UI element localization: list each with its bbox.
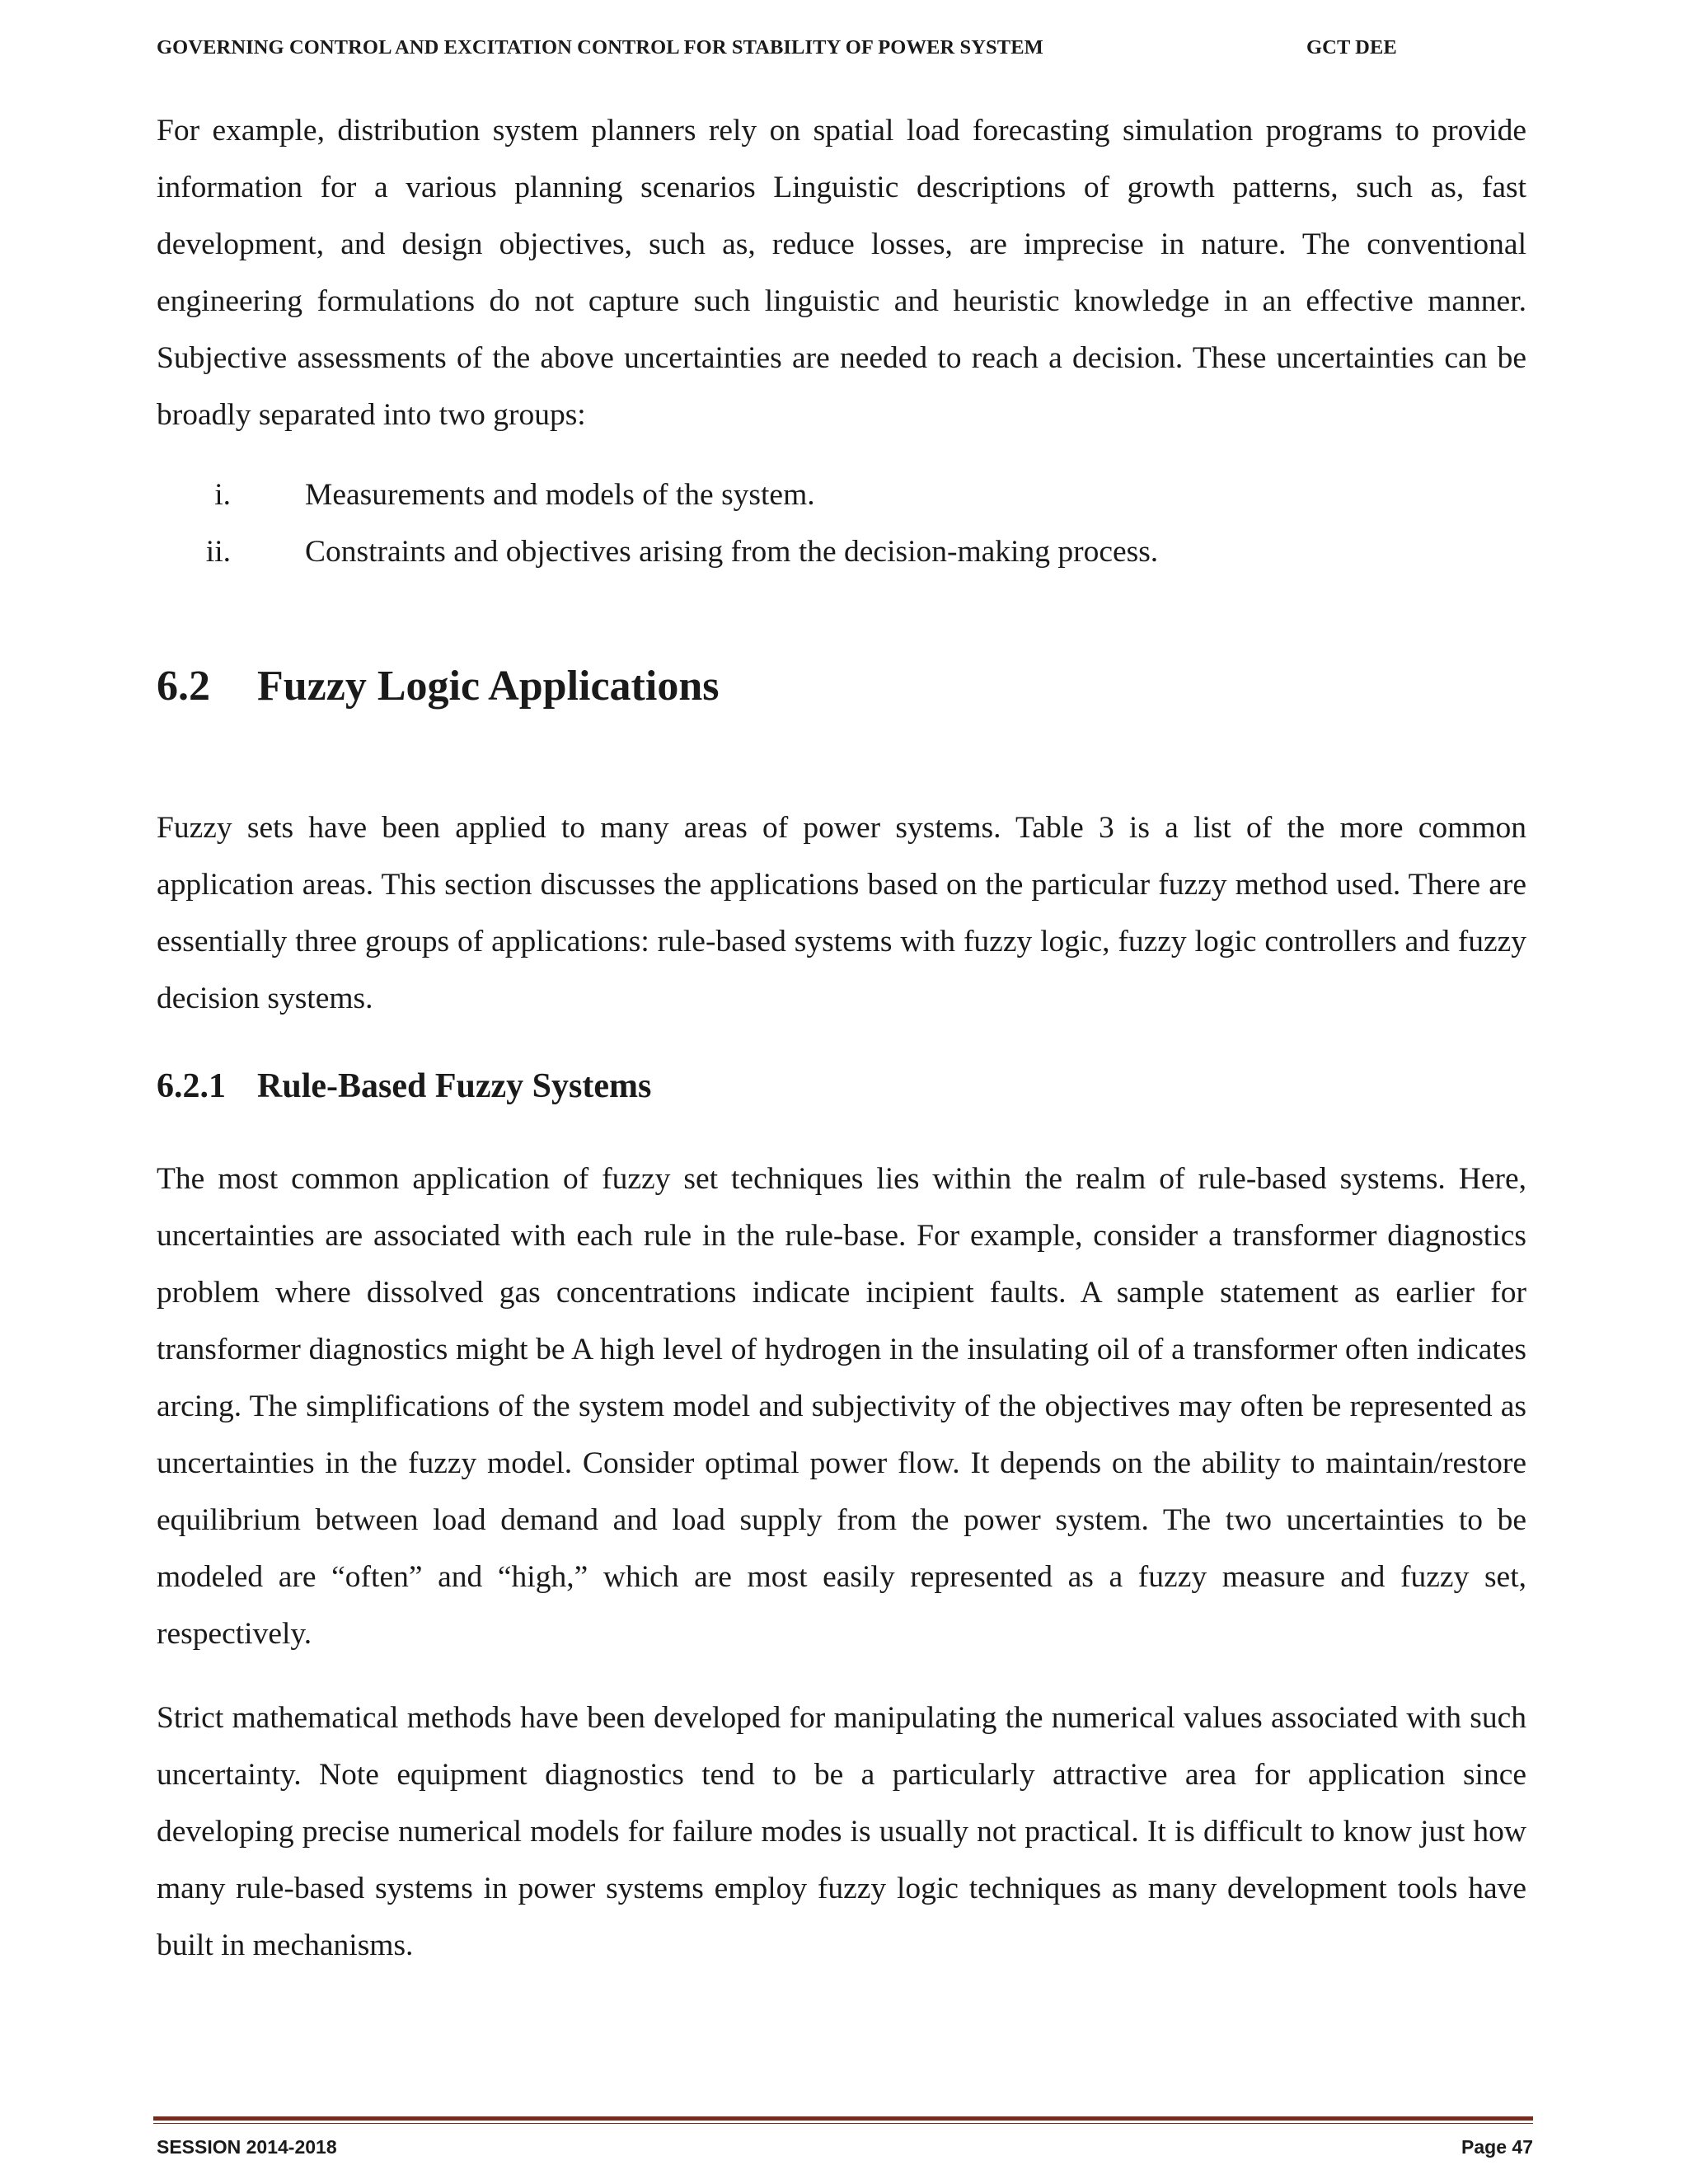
- running-header: [157, 36, 1533, 69]
- section-body: [157, 799, 1526, 1027]
- footer-rule: [153, 2116, 1533, 2124]
- list-item-number: ii.: [205, 535, 231, 569]
- header-title: GOVERNING CONTROL AND EXCITATION CONTROL FOR STABILITY OF POWER SYSTEM: [157, 36, 1043, 59]
- list-item-text: Constraints and objectives arising from the decision-making process.: [305, 535, 1159, 569]
- subsection-heading: [157, 1062, 651, 1111]
- list-item: [157, 466, 1526, 523]
- subsection-body: [157, 1151, 1526, 1662]
- subsection-paragraph-1: The most common application of fuzzy set techniques lies within the realm of rule-based systems. Here, uncertainties are associated with each rule in the rule-base. For example, consider a transformer diagnostics problem where dissolved gas concentrations indicate incipient faults. A sample statement as earlier for transformer diagnostics might be A high level of hydrogen in the insulating oil of a transformer often indicates arcing. The simplifications of the system model and subjectivity of the objectives may often be represented as uncertainties in the fuzzy model. Consider optimal power flow. It depends on the ability to maintain/restore equilibrium between load demand and load supply from the power system. The two uncertainties to be modeled are “often” and “high,” which are most easily represented as a fuzzy measure and fuzzy set, respectively.: [157, 1162, 1526, 1651]
- section-title: Fuzzy Logic Applications: [257, 663, 720, 710]
- list-item-text: Measurements and models of the system.: [305, 478, 815, 512]
- intro-paragraph: For example, distribution system planners rely on spatial load forecasting simulation programs to provide information for a various planning scenarios Linguistic descriptions of growth patterns, such as, fast development, and design objectives, such as, reduce losses, are imprecise in nature. The conventional engineering formulations do not capture such linguistic and heuristic knowledge in an effective manner. Subjective assessments of the above uncertainties are needed to reach a decision. These uncertainties can be broadly separated into two groups:: [157, 114, 1526, 432]
- intro-block: [157, 102, 1526, 580]
- header-department: GCT DEE: [1306, 36, 1397, 59]
- subsection-paragraph-2: Strict mathematical methods have been developed for manipulating the numerical values associated with such uncertainty. Note equipment diagnostics tend to be a particularly attractive area for application since developing precise numerical models for failure modes is usually not practical. It is difficult to know just how many rule-based systems in power systems employ fuzzy logic techniques as many development tools have built in mechanisms.: [157, 1701, 1526, 1962]
- subsection-body-2: [157, 1690, 1526, 1974]
- footer-page-number: Page 47: [1461, 2136, 1533, 2158]
- groups-list: [157, 466, 1526, 580]
- section-paragraph: Fuzzy sets have been applied to many areas of power systems. Table 3 is a list of the more common application areas. This section discusses the applications based on the particular fuzzy method used. There are essentially three groups of applications: rule-based systems with fuzzy logic, fuzzy logic controllers and fuzzy decision systems.: [157, 811, 1526, 1015]
- list-item: [157, 523, 1526, 580]
- section-number: 6.2: [157, 663, 210, 710]
- subsection-title: Rule-Based Fuzzy Systems: [257, 1067, 652, 1105]
- footer-session: SESSION 2014-2018: [157, 2136, 337, 2158]
- list-item-number: i.: [214, 478, 231, 512]
- section-heading: [157, 658, 719, 715]
- subsection-number: 6.2.1: [157, 1067, 226, 1105]
